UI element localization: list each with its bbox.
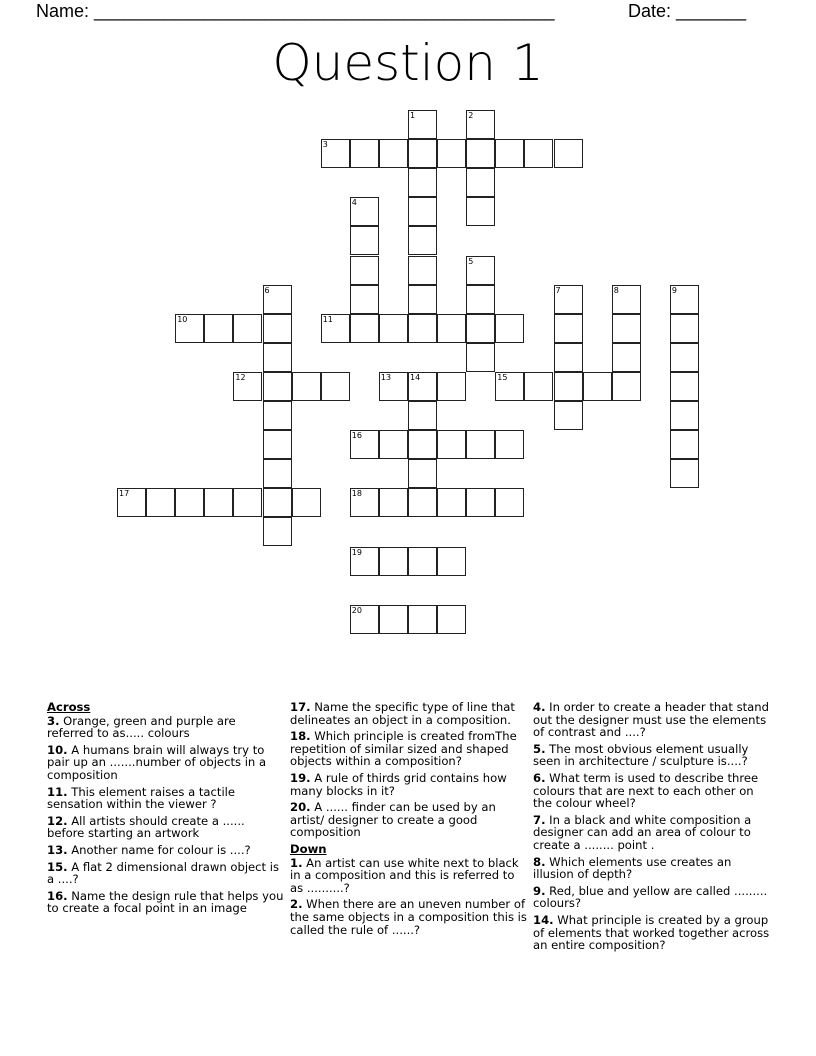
grid-cell[interactable]: [437, 314, 466, 343]
grid-cell[interactable]: [495, 314, 524, 343]
grid-cell[interactable]: [350, 488, 379, 517]
down-heading: Down: [290, 841, 327, 856]
grid-cell[interactable]: [117, 488, 146, 517]
across-clue: [290, 772, 528, 797]
clue-number: 17.: [290, 700, 311, 714]
cell-number: 5: [468, 256, 474, 266]
grid-cell[interactable]: [204, 314, 233, 343]
cell-number: 7: [555, 285, 561, 295]
page-title: Question 1: [272, 34, 544, 92]
grid-cell[interactable]: [466, 285, 495, 314]
grid-cell[interactable]: [292, 488, 321, 517]
clue-text: In a black and white composition a designer can add an area of colour to create a ........ point .: [533, 812, 752, 852]
grid-cell[interactable]: [466, 314, 495, 343]
grid-cell[interactable]: [466, 168, 495, 197]
grid-cell[interactable]: [175, 314, 204, 343]
grid-cell[interactable]: [466, 110, 495, 139]
down-clue: [533, 914, 771, 952]
grid-cell[interactable]: [495, 139, 524, 168]
clue-number: 9.: [533, 883, 546, 898]
grid-cell[interactable]: [408, 314, 437, 343]
cell-number: 20: [351, 605, 362, 615]
grid-cell[interactable]: [379, 314, 408, 343]
grid-cell[interactable]: [583, 372, 612, 401]
across-clue: [290, 801, 528, 839]
cell-number: 4: [351, 198, 357, 208]
grid-cell[interactable]: [350, 256, 379, 285]
clue-text: What principle is created by a group of elements that worked together across an entire composition?: [533, 912, 770, 953]
grid-cell[interactable]: [466, 139, 495, 168]
grid-cell[interactable]: [524, 139, 553, 168]
grid-cell[interactable]: [263, 372, 292, 401]
down-clue: [533, 856, 771, 881]
clue-number: 19.: [290, 770, 311, 785]
clue-number: 12.: [47, 813, 68, 828]
clue-text: Which principle is created fromThe repetition of similar sized and shaped objects within a composition?: [290, 729, 517, 769]
date-field[interactable]: Date: _______: [628, 1, 747, 21]
grid-cell[interactable]: [408, 168, 437, 197]
grid-cell[interactable]: [379, 139, 408, 168]
grid-cell[interactable]: [554, 372, 583, 401]
cell-number: 13: [380, 372, 392, 382]
grid-cell[interactable]: [670, 343, 699, 372]
grid-cell[interactable]: [408, 285, 437, 314]
clue-text: All artists should create a ...... before starting an artwork: [47, 813, 245, 841]
clues-column-3: [533, 701, 771, 956]
grid-cell[interactable]: [437, 139, 466, 168]
cell-number: 1: [410, 111, 416, 120]
grid-cell[interactable]: [466, 343, 495, 372]
grid-cell[interactable]: [379, 372, 408, 401]
clue-text: A flat 2 dimensional drawn object is a ....?: [47, 859, 280, 887]
grid-cell[interactable]: [554, 314, 583, 343]
across-clue: [47, 744, 285, 782]
grid-cell[interactable]: [466, 197, 495, 226]
grid-cell[interactable]: [612, 314, 641, 343]
clue-text: The most obvious element usually seen in architecture / sculpture is....?: [533, 741, 749, 769]
grid-cell[interactable]: [408, 459, 437, 488]
across-clue: [47, 815, 285, 840]
clues-column-2: [290, 701, 528, 940]
grid-cell[interactable]: [612, 285, 641, 314]
grid-cell[interactable]: [466, 488, 495, 517]
grid-cell[interactable]: [350, 139, 379, 168]
grid-cell[interactable]: [379, 430, 408, 459]
grid-cell[interactable]: [670, 314, 699, 343]
clue-text: Red, blue and yellow are called ......... colours?: [533, 883, 768, 911]
grid-cell[interactable]: [408, 372, 437, 401]
across-heading: Across: [47, 700, 91, 714]
grid-cell[interactable]: [408, 226, 437, 255]
grid-cell[interactable]: [263, 285, 292, 314]
grid-cell[interactable]: [670, 459, 699, 488]
grid-cell[interactable]: [233, 488, 262, 517]
clue-text: Which elements use creates an illusion of depth?: [533, 854, 732, 882]
grid-cell[interactable]: [263, 430, 292, 459]
clue-number: 1.: [290, 855, 303, 870]
down-clue: [290, 898, 528, 936]
grid-cell[interactable]: [408, 110, 437, 139]
clue-number: 6.: [533, 770, 546, 785]
grid-cell[interactable]: [670, 401, 699, 430]
grid-cell[interactable]: [554, 139, 583, 168]
clue-number: 7.: [533, 812, 546, 827]
grid-cell[interactable]: [263, 488, 292, 517]
clue-text: When there are an uneven number of the same objects in a composition this is called the rule of ......?: [290, 897, 527, 937]
clue-text: Orange, green and purple are referred to as..... colours: [47, 713, 236, 741]
grid-cell[interactable]: [408, 256, 437, 285]
clue-text: A rule of thirds grid contains how many blocks in it?: [290, 770, 507, 798]
clue-number: 10.: [47, 742, 68, 757]
grid-cell[interactable]: [612, 372, 641, 401]
grid-cell[interactable]: [321, 372, 350, 401]
grid-cell[interactable]: [408, 197, 437, 226]
grid-cell[interactable]: [350, 314, 379, 343]
grid-cell[interactable]: [408, 430, 437, 459]
grid-cell[interactable]: [379, 547, 408, 576]
down-clue: [290, 857, 528, 895]
grid-cell[interactable]: [466, 256, 495, 285]
grid-cell[interactable]: [554, 285, 583, 314]
across-clue: [290, 730, 528, 768]
clue-number: 8.: [533, 854, 546, 869]
grid-cell[interactable]: [437, 372, 466, 401]
cell-number: 14: [410, 372, 421, 382]
cell-number: 16: [351, 431, 362, 441]
cell-number: 8: [613, 285, 619, 295]
grid-cell[interactable]: [175, 488, 204, 517]
grid-cell[interactable]: [408, 401, 437, 430]
clue-text: Another name for colour is ....?: [67, 842, 251, 857]
grid-cell[interactable]: [495, 430, 524, 459]
grid-cell[interactable]: [670, 285, 699, 314]
cell-number: 9: [671, 285, 677, 295]
grid-cell[interactable]: [437, 605, 466, 634]
grid-cell[interactable]: [233, 372, 262, 401]
clue-number: 18.: [290, 729, 311, 744]
grid-cell[interactable]: [350, 285, 379, 314]
cell-number: 19: [351, 547, 362, 557]
grid-cell[interactable]: [263, 401, 292, 430]
grid-cell[interactable]: [379, 605, 408, 634]
grid-cell[interactable]: [233, 314, 262, 343]
grid-cell[interactable]: [350, 226, 379, 255]
grid-cell[interactable]: [146, 488, 175, 517]
name-field[interactable]: Name: ______________________________________________: [36, 1, 555, 21]
grid-cell[interactable]: [495, 372, 524, 401]
down-clue: [533, 743, 771, 768]
clue-number: 14.: [533, 912, 554, 927]
cell-number: 2: [468, 111, 474, 120]
grid-cell[interactable]: [554, 343, 583, 372]
across-clue: [290, 701, 528, 726]
cell-number: 6: [264, 285, 270, 295]
across-clue: [47, 786, 285, 811]
clue-number: 3.: [47, 713, 60, 728]
clue-number: 20.: [290, 800, 311, 815]
grid-cell[interactable]: [408, 605, 437, 634]
cell-number: 10: [177, 314, 188, 324]
grid-cell[interactable]: [292, 372, 321, 401]
down-clue: [533, 885, 771, 910]
cell-number: 3: [322, 140, 328, 150]
cell-number: 12: [235, 372, 246, 382]
grid-cell[interactable]: [670, 372, 699, 401]
clue-number: 11.: [47, 784, 68, 799]
cell-number: 11: [322, 314, 333, 324]
clue-number: 15.: [47, 859, 68, 874]
cell-number: 15: [497, 372, 508, 382]
grid-cell[interactable]: [321, 139, 350, 168]
grid-cell[interactable]: [263, 459, 292, 488]
clue-text: An artist can use white next to black in a composition and this is referred to as ..........?: [290, 855, 519, 895]
grid-cell[interactable]: [495, 488, 524, 517]
grid-cell[interactable]: [350, 547, 379, 576]
grid-cell[interactable]: [524, 372, 553, 401]
grid-cell[interactable]: [466, 430, 495, 459]
grid-cell[interactable]: [408, 488, 437, 517]
down-clue: [533, 772, 771, 810]
across-clue: [47, 844, 285, 857]
grid-cell[interactable]: [263, 517, 292, 546]
clue-text: Name the specific type of line that delineates an object in a composition.: [290, 700, 515, 727]
clue-number: 4.: [533, 700, 546, 714]
clue-text: This element raises a tactile sensation within the viewer ?: [47, 784, 236, 812]
grid-cell[interactable]: [437, 547, 466, 576]
grid-cell[interactable]: [350, 197, 379, 226]
grid-cell[interactable]: [670, 430, 699, 459]
clue-text: A humans brain will always try to pair up an .......number of objects in a composition: [47, 742, 267, 782]
clue-text: In order to create a header that stand out the designer must use the elements of contrast and ....?: [533, 700, 769, 740]
grid-cell[interactable]: [437, 430, 466, 459]
grid-cell[interactable]: [350, 430, 379, 459]
grid-cell[interactable]: [204, 488, 233, 517]
cell-number: 18: [351, 489, 362, 499]
clue-text: What term is used to describe three colours that are next to each other on the colour wheel?: [533, 770, 759, 811]
grid-cell[interactable]: [437, 488, 466, 517]
grid-cell[interactable]: [379, 488, 408, 517]
clue-text: Name the design rule that helps you to create a focal point in an image: [47, 888, 284, 916]
down-clue: [533, 701, 771, 739]
clue-number: 16.: [47, 888, 68, 903]
across-clue: [47, 861, 285, 886]
across-clue: [47, 890, 285, 915]
clues-column-1: [47, 701, 285, 919]
cell-number: 17: [119, 489, 130, 499]
clue-number: 2.: [290, 897, 303, 912]
grid-cell[interactable]: [408, 547, 437, 576]
grid-cell[interactable]: [263, 314, 292, 343]
grid-cell[interactable]: [408, 139, 437, 168]
grid-cell[interactable]: [350, 605, 379, 634]
grid-cell[interactable]: [612, 343, 641, 372]
grid-cell[interactable]: [554, 401, 583, 430]
grid-cell[interactable]: [263, 343, 292, 372]
clue-number: 5.: [533, 741, 546, 756]
clue-number: 13.: [47, 842, 68, 857]
grid-cell[interactable]: [321, 314, 350, 343]
across-clue: [47, 715, 285, 740]
clue-text: A ...... finder can be used by an artist/ designer to create a good composition: [290, 800, 496, 840]
down-clue: [533, 814, 771, 852]
